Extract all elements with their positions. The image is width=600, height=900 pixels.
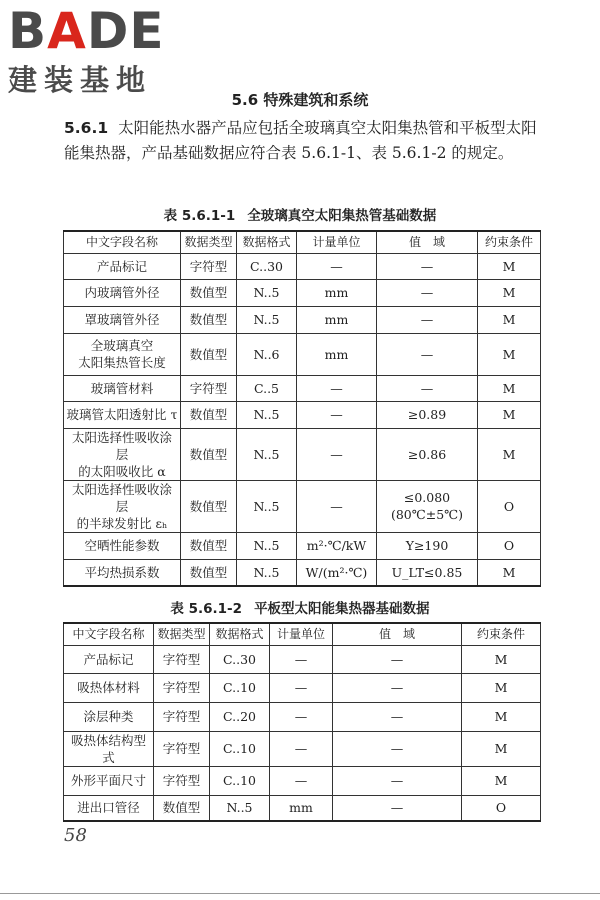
table-cell: —	[270, 731, 333, 766]
table-cell: O	[478, 532, 541, 559]
table-cell: M	[478, 306, 541, 333]
table-cell: ≥0.89	[377, 401, 478, 428]
clause-paragraph	[64, 116, 542, 166]
table2-caption-number: 表 5.6.1-2	[170, 601, 243, 617]
table-cell: —	[333, 795, 462, 821]
table-cell: 数值型	[181, 333, 237, 375]
table-cell: M	[478, 375, 541, 401]
table-cell: O	[462, 795, 541, 821]
table2-header-row	[64, 623, 541, 645]
table-cell: mm	[297, 333, 377, 375]
table-cell: 吸热体结构型式	[64, 731, 154, 766]
table-cell: 内玻璃管外径	[64, 279, 181, 306]
table-cell: 吸热体材料	[64, 673, 154, 702]
table2	[63, 622, 541, 822]
table-cell: N..6	[237, 333, 297, 375]
table-cell: 太阳选择性吸收涂层 的半球发射比 εₕ	[64, 480, 181, 532]
table-cell: C..30	[237, 253, 297, 279]
table-cell: 进出口管径	[64, 795, 154, 821]
table-cell: N..5	[210, 795, 270, 821]
table-cell: 玻璃管太阳透射比 τ	[64, 401, 181, 428]
table-cell: —	[377, 253, 478, 279]
table-cell: W/(m²·℃)	[297, 559, 377, 586]
table-cell: N..5	[237, 401, 297, 428]
section-title: 5.6 特殊建筑和系统	[231, 91, 369, 109]
table-cell: 产品标记	[64, 645, 154, 673]
table-cell: 罩玻璃管外径	[64, 306, 181, 333]
logo-wordmark: BADE	[8, 2, 165, 60]
table-cell: 数值型	[181, 559, 237, 586]
table-cell: mm	[297, 279, 377, 306]
table-cell: 字符型	[154, 766, 210, 795]
table2-header-cell: 约束条件	[462, 623, 541, 645]
table-cell: —	[297, 480, 377, 532]
table1-caption-title: 全玻璃真空太阳集热管基础数据	[247, 208, 437, 224]
table-cell: C..10	[210, 766, 270, 795]
table-cell: M	[462, 766, 541, 795]
table1-header-cell: 中文字段名称	[64, 231, 181, 253]
table-cell: N..5	[237, 428, 297, 480]
table-cell: —	[377, 306, 478, 333]
table2-body	[64, 645, 541, 821]
table1-header-cell: 数据格式	[237, 231, 297, 253]
table2-header-cell: 值 域	[333, 623, 462, 645]
table-cell: 全玻璃真空 太阳集热管长度	[64, 333, 181, 375]
table-cell: O	[478, 480, 541, 532]
table-cell: 数值型	[181, 401, 237, 428]
table-cell: 产品标记	[64, 253, 181, 279]
table-cell: C..20	[210, 702, 270, 731]
table-row	[64, 766, 541, 795]
table-cell: 玻璃管材料	[64, 375, 181, 401]
table-cell: M	[478, 401, 541, 428]
table1-header-cell: 约束条件	[478, 231, 541, 253]
table-row	[64, 532, 541, 559]
table-row	[64, 673, 541, 702]
table-cell: —	[377, 375, 478, 401]
table-cell: 太阳选择性吸收涂层 的太阳吸收比 α	[64, 428, 181, 480]
table-cell: N..5	[237, 559, 297, 586]
table-row	[64, 795, 541, 821]
table-cell: ≤0.080 (80℃±5℃)	[377, 480, 478, 532]
table-cell: C..10	[210, 731, 270, 766]
table-cell: 数值型	[181, 428, 237, 480]
table1	[63, 230, 541, 587]
table-cell: C..30	[210, 645, 270, 673]
table-row	[64, 333, 541, 375]
table-cell: M	[478, 559, 541, 586]
scan-edge-line	[0, 893, 600, 894]
logo-subtitle: 建装基地	[8, 63, 153, 97]
table-cell: C..5	[237, 375, 297, 401]
table-cell: 涂层种类	[64, 702, 154, 731]
table-cell: 数值型	[181, 279, 237, 306]
table-cell: 字符型	[154, 673, 210, 702]
table-cell: —	[270, 766, 333, 795]
table-cell: mm	[270, 795, 333, 821]
table-cell: M	[462, 702, 541, 731]
table2-header-cell: 数据类型	[154, 623, 210, 645]
table-cell: Y≥190	[377, 532, 478, 559]
table2-caption	[0, 597, 600, 617]
table-cell: N..5	[237, 306, 297, 333]
table-row	[64, 645, 541, 673]
table1-header-row	[64, 231, 541, 253]
table-cell: 字符型	[181, 253, 237, 279]
table-row	[64, 731, 541, 766]
table1-body	[64, 253, 541, 586]
table1-header-cell: 数据类型	[181, 231, 237, 253]
brand-logo	[8, 2, 165, 99]
table2-header-cell: 数据格式	[210, 623, 270, 645]
table-row	[64, 401, 541, 428]
table-cell: —	[333, 673, 462, 702]
table-cell: —	[333, 731, 462, 766]
table2-header-cell: 中文字段名称	[64, 623, 154, 645]
table2-caption-title: 平板型太阳能集热器基础数据	[254, 601, 430, 617]
table-cell: mm	[297, 306, 377, 333]
table1-caption	[0, 204, 600, 224]
table-cell: M	[462, 673, 541, 702]
table-cell: 数值型	[154, 795, 210, 821]
table-row	[64, 375, 541, 401]
table-row	[64, 559, 541, 586]
table-cell: —	[377, 279, 478, 306]
table-cell: M	[478, 333, 541, 375]
table-cell: —	[297, 428, 377, 480]
table-cell: 数值型	[181, 532, 237, 559]
table-row	[64, 253, 541, 279]
table-row	[64, 428, 541, 480]
table-cell: —	[333, 645, 462, 673]
table-cell: 字符型	[154, 702, 210, 731]
table-cell: —	[333, 702, 462, 731]
table-cell: 平均热损系数	[64, 559, 181, 586]
table-cell: 字符型	[154, 645, 210, 673]
table-cell: N..5	[237, 279, 297, 306]
table-cell: M	[478, 279, 541, 306]
table1-caption-number: 表 5.6.1-1	[163, 208, 236, 224]
table-cell: m²·℃/kW	[297, 532, 377, 559]
table-cell: —	[333, 766, 462, 795]
table1-header-cell: 值 域	[377, 231, 478, 253]
table-cell: —	[270, 673, 333, 702]
table-cell: —	[270, 645, 333, 673]
table-cell: C..10	[210, 673, 270, 702]
table-cell: ≥0.86	[377, 428, 478, 480]
table-row	[64, 306, 541, 333]
clause-number: 5.6.1	[64, 119, 109, 137]
table-cell: 数值型	[181, 480, 237, 532]
table-row	[64, 480, 541, 532]
table-cell: N..5	[237, 480, 297, 532]
table-cell: M	[478, 428, 541, 480]
table-row	[64, 702, 541, 731]
table-cell: —	[297, 253, 377, 279]
table-cell: 字符型	[181, 375, 237, 401]
table-cell: —	[297, 375, 377, 401]
page-number: 58	[64, 825, 87, 846]
table-cell: M	[462, 731, 541, 766]
table-cell: M	[478, 253, 541, 279]
table-cell: 字符型	[154, 731, 210, 766]
table-cell: N..5	[237, 532, 297, 559]
table1-header-cell: 计量单位	[297, 231, 377, 253]
table-cell: —	[270, 702, 333, 731]
table-cell: U_LT≤0.85	[377, 559, 478, 586]
table-cell: 数值型	[181, 306, 237, 333]
table-cell: —	[297, 401, 377, 428]
table-row	[64, 279, 541, 306]
table2-header-cell: 计量单位	[270, 623, 333, 645]
clause-text: 太阳能热水器产品应包括全玻璃真空太阳集热管和平板型太阳能集热器，产品基础数据应符合表 5.6.1-1、表 5.6.1-2 的规定。	[64, 119, 537, 162]
table-cell: 空晒性能参数	[64, 532, 181, 559]
table-cell: M	[462, 645, 541, 673]
table-cell: —	[377, 333, 478, 375]
table-cell: 外形平面尺寸	[64, 766, 154, 795]
